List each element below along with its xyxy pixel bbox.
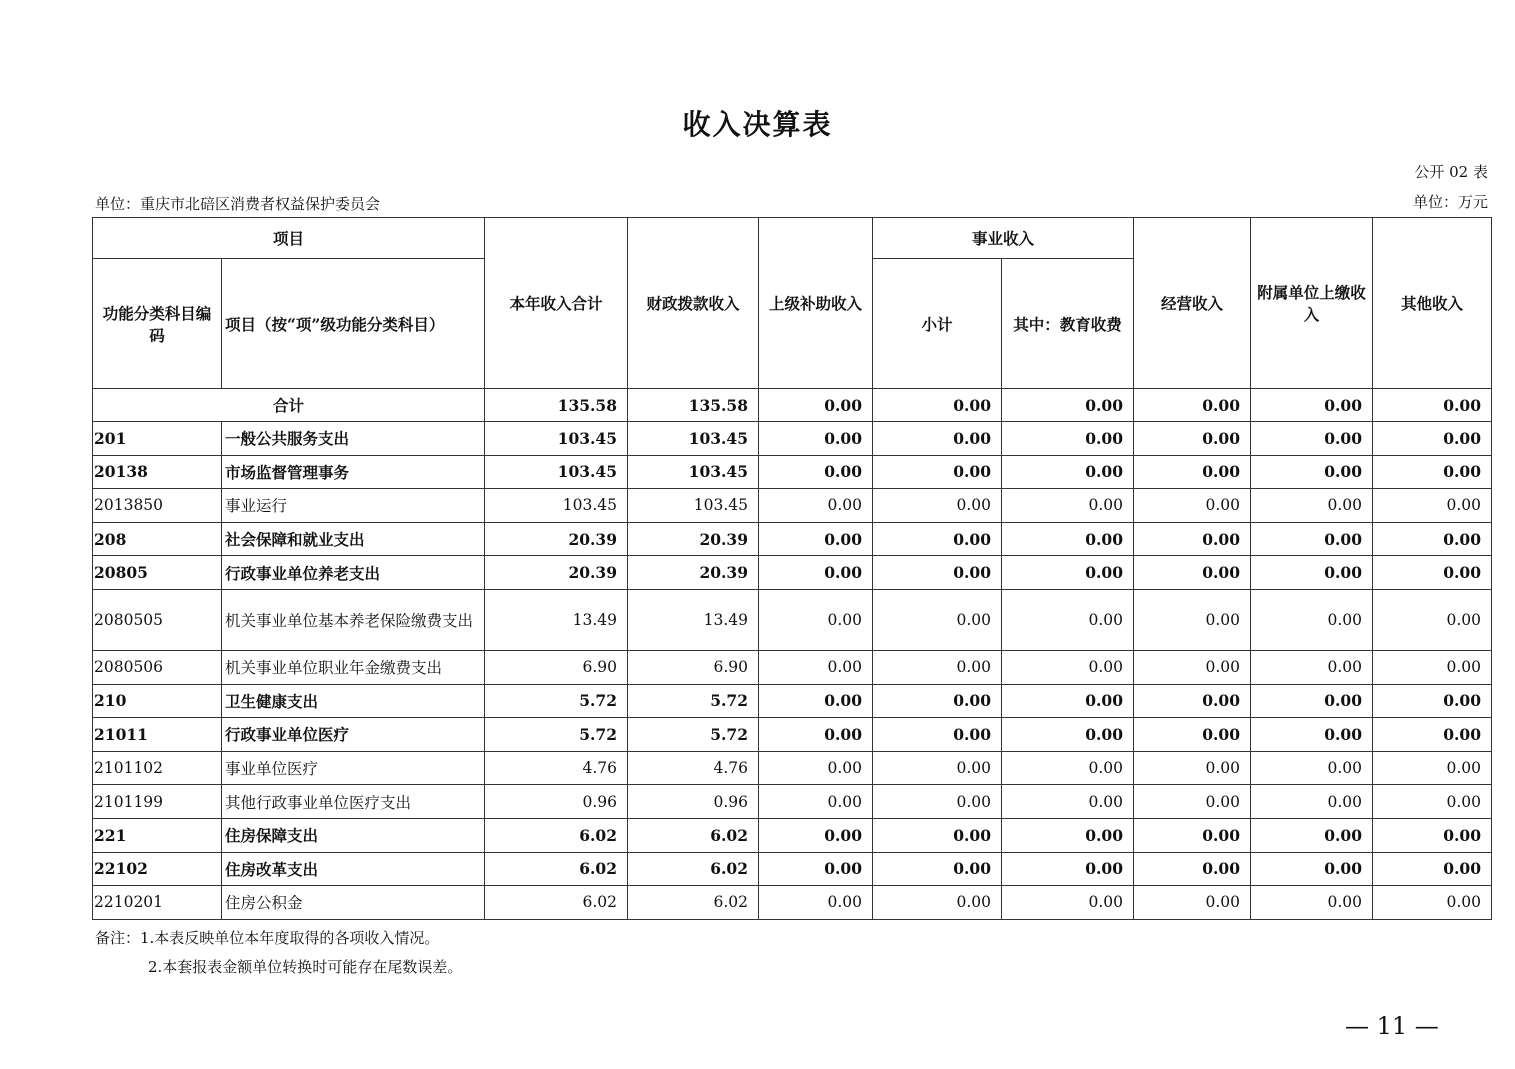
row-code: 2080506 (93, 650, 222, 684)
total-cell: 135.58 (628, 389, 759, 422)
row-code: 21011 (93, 718, 222, 752)
row-value: 0.00 (873, 818, 1002, 852)
header-other: 其他收入 (1373, 218, 1492, 389)
total-cell: 0.00 (1134, 389, 1251, 422)
note-1: 备注：1.本表反映单位本年度取得的各项收入情况。 (95, 929, 440, 947)
row-value: 13.49 (485, 589, 628, 650)
row-value: 0.00 (1373, 650, 1492, 684)
row-value: 0.00 (1002, 489, 1134, 523)
row-name: 住房公积金 (222, 886, 485, 920)
page-title: 收入决算表 (682, 108, 833, 141)
table-row (93, 489, 1492, 523)
row-value: 0.00 (1002, 751, 1134, 785)
row-value: 4.76 (485, 751, 628, 785)
row-code: 20138 (93, 455, 222, 489)
row-value: 6.02 (628, 852, 759, 886)
row-value: 0.00 (759, 422, 873, 456)
row-value: 0.00 (1251, 522, 1373, 556)
row-value: 6.90 (485, 650, 628, 684)
row-code: 2080505 (93, 589, 222, 650)
row-value: 0.00 (759, 522, 873, 556)
total-cell: 0.00 (759, 389, 873, 422)
row-value: 0.00 (759, 684, 873, 718)
row-value: 0.00 (1134, 785, 1251, 819)
row-code: 2101199 (93, 785, 222, 819)
table-row (93, 455, 1492, 489)
row-value: 0.00 (1134, 684, 1251, 718)
row-value: 0.00 (1251, 886, 1373, 920)
row-name: 市场监督管理事务 (222, 455, 485, 489)
row-value: 0.00 (1134, 852, 1251, 886)
table-row (93, 556, 1492, 590)
row-value: 20.39 (628, 556, 759, 590)
row-value: 0.00 (873, 556, 1002, 590)
row-value: 0.00 (873, 852, 1002, 886)
row-value: 0.00 (873, 751, 1002, 785)
row-value: 5.72 (485, 718, 628, 752)
table-row (93, 684, 1492, 718)
row-value: 0.00 (1373, 589, 1492, 650)
row-value: 0.00 (1251, 818, 1373, 852)
row-value: 0.00 (1251, 684, 1373, 718)
row-value: 0.00 (873, 650, 1002, 684)
row-value: 0.00 (873, 886, 1002, 920)
table-row (93, 886, 1492, 920)
row-code: 2101102 (93, 751, 222, 785)
row-value: 0.00 (1373, 455, 1492, 489)
row-value: 0.00 (759, 455, 873, 489)
row-value: 0.00 (1251, 422, 1373, 456)
row-value: 0.00 (1002, 589, 1134, 650)
row-value: 0.00 (1134, 589, 1251, 650)
row-value: 0.00 (1134, 556, 1251, 590)
row-value: 0.00 (759, 818, 873, 852)
row-value: 0.00 (1373, 556, 1492, 590)
table-row (93, 818, 1492, 852)
row-value: 0.00 (1002, 818, 1134, 852)
row-name: 一般公共服务支出 (222, 422, 485, 456)
row-name: 住房改革支出 (222, 852, 485, 886)
header-fiscal: 财政拨款收入 (628, 218, 759, 389)
table-row (93, 522, 1492, 556)
total-cell: 0.00 (1002, 389, 1134, 422)
row-value: 0.00 (1373, 684, 1492, 718)
header-code: 功能分类科目编码 (93, 259, 222, 389)
row-value: 0.00 (1002, 650, 1134, 684)
total-cell: 0.00 (1373, 389, 1492, 422)
row-value: 0.00 (759, 785, 873, 819)
row-value: 0.00 (873, 718, 1002, 752)
row-value: 0.00 (1134, 455, 1251, 489)
row-value: 0.00 (1002, 785, 1134, 819)
total-cell: 0.00 (873, 389, 1002, 422)
row-name: 事业单位医疗 (222, 751, 485, 785)
row-value: 0.00 (873, 785, 1002, 819)
header-edu: 其中：教育收费 (1002, 259, 1134, 389)
row-value: 0.00 (1251, 556, 1373, 590)
row-code: 2210201 (93, 886, 222, 920)
row-name: 住房保障支出 (222, 818, 485, 852)
row-value: 20.39 (485, 556, 628, 590)
row-value: 6.02 (628, 818, 759, 852)
row-code: 221 (93, 818, 222, 852)
row-value: 0.00 (1373, 522, 1492, 556)
total-label: 合计 (93, 389, 485, 422)
row-value: 0.00 (1134, 818, 1251, 852)
row-name: 其他行政事业单位医疗支出 (222, 785, 485, 819)
row-value: 6.02 (628, 886, 759, 920)
row-value: 0.00 (1251, 650, 1373, 684)
row-value: 0.00 (873, 589, 1002, 650)
row-value: 0.00 (873, 522, 1002, 556)
row-value: 0.00 (1251, 489, 1373, 523)
row-code: 20805 (93, 556, 222, 590)
row-value: 0.00 (1002, 684, 1134, 718)
row-value: 0.00 (873, 422, 1002, 456)
table-row (93, 785, 1492, 819)
row-value: 0.00 (1373, 818, 1492, 852)
row-value: 0.00 (1373, 718, 1492, 752)
total-cell: 135.58 (485, 389, 628, 422)
row-value: 13.49 (628, 589, 759, 650)
notes (95, 924, 462, 982)
row-value: 0.00 (1002, 556, 1134, 590)
header-business: 事业收入 (873, 218, 1134, 259)
row-value: 0.00 (1134, 751, 1251, 785)
row-value: 0.00 (1251, 785, 1373, 819)
row-value: 20.39 (485, 522, 628, 556)
row-value: 5.72 (628, 718, 759, 752)
page-number: — 11 — (1345, 1012, 1439, 1040)
row-value: 0.00 (1373, 852, 1492, 886)
total-row (93, 389, 1492, 422)
row-value: 0.00 (1134, 886, 1251, 920)
row-value: 103.45 (628, 422, 759, 456)
header-item: 项目（按“项”级功能分类科目） (222, 259, 485, 389)
row-value: 0.96 (485, 785, 628, 819)
row-value: 103.45 (485, 489, 628, 523)
row-value: 0.00 (1373, 751, 1492, 785)
row-value: 6.02 (485, 818, 628, 852)
row-name: 事业运行 (222, 489, 485, 523)
row-value: 0.00 (873, 684, 1002, 718)
row-name: 机关事业单位基本养老保险缴费支出 (222, 589, 485, 650)
header-affiliated: 附属单位上缴收入 (1251, 218, 1373, 389)
row-value: 0.00 (1002, 422, 1134, 456)
row-code: 22102 (93, 852, 222, 886)
total-cell: 0.00 (1251, 389, 1373, 422)
row-value: 0.00 (759, 718, 873, 752)
row-code: 2013850 (93, 489, 222, 523)
table-row (93, 852, 1492, 886)
header-subtotal: 小计 (873, 259, 1002, 389)
row-value: 0.00 (1251, 751, 1373, 785)
row-name: 卫生健康支出 (222, 684, 485, 718)
row-name: 社会保障和就业支出 (222, 522, 485, 556)
row-value: 0.00 (759, 489, 873, 523)
row-value: 103.45 (628, 489, 759, 523)
row-value: 0.00 (1373, 422, 1492, 456)
currency-unit: 单位：万元 (1412, 193, 1488, 211)
reporting-unit: 单位：重庆市北碚区消费者权益保护委员会 (95, 195, 381, 213)
row-value: 0.00 (1134, 422, 1251, 456)
header-project: 项目 (93, 218, 485, 259)
row-value: 0.00 (1002, 522, 1134, 556)
header-operating: 经营收入 (1134, 218, 1251, 389)
row-code: 201 (93, 422, 222, 456)
row-value: 0.00 (1134, 650, 1251, 684)
row-value: 0.00 (1373, 489, 1492, 523)
row-value: 0.00 (1002, 718, 1134, 752)
table-row (93, 751, 1492, 785)
table-row (93, 422, 1492, 456)
row-value: 0.00 (759, 751, 873, 785)
row-value: 5.72 (628, 684, 759, 718)
row-value: 5.72 (485, 684, 628, 718)
row-value: 0.00 (1002, 886, 1134, 920)
row-value: 103.45 (628, 455, 759, 489)
row-value: 0.00 (1134, 522, 1251, 556)
row-value: 0.00 (1134, 489, 1251, 523)
row-value: 6.02 (485, 852, 628, 886)
header-total: 本年收入合计 (485, 218, 628, 389)
row-value: 103.45 (485, 455, 628, 489)
table-row (93, 589, 1492, 650)
row-value: 0.00 (1251, 718, 1373, 752)
row-code: 208 (93, 522, 222, 556)
row-value: 6.02 (485, 886, 628, 920)
row-value: 0.00 (1002, 852, 1134, 886)
table-row (93, 718, 1492, 752)
row-value: 0.00 (759, 852, 873, 886)
row-value: 0.00 (759, 589, 873, 650)
row-value: 0.00 (1373, 886, 1492, 920)
form-number: 公开 02 表 (1414, 163, 1488, 181)
row-value: 0.00 (759, 556, 873, 590)
row-value: 6.90 (628, 650, 759, 684)
header-subsidy: 上级补助收入 (759, 218, 873, 389)
row-value: 0.00 (873, 489, 1002, 523)
row-value: 20.39 (628, 522, 759, 556)
row-value: 0.00 (1251, 852, 1373, 886)
row-value: 0.00 (759, 886, 873, 920)
note-2: 2.本套报表金额单位转换时可能存在尾数误差。 (148, 958, 463, 976)
row-value: 0.00 (873, 455, 1002, 489)
row-value: 0.00 (1373, 785, 1492, 819)
income-table (92, 217, 1492, 920)
row-value: 103.45 (485, 422, 628, 456)
row-code: 210 (93, 684, 222, 718)
row-value: 0.00 (1134, 718, 1251, 752)
row-value: 0.96 (628, 785, 759, 819)
row-value: 0.00 (759, 650, 873, 684)
row-name: 行政事业单位养老支出 (222, 556, 485, 590)
row-value: 4.76 (628, 751, 759, 785)
row-name: 行政事业单位医疗 (222, 718, 485, 752)
row-value: 0.00 (1251, 589, 1373, 650)
row-value: 0.00 (1002, 455, 1134, 489)
row-value: 0.00 (1251, 455, 1373, 489)
table-row (93, 650, 1492, 684)
row-name: 机关事业单位职业年金缴费支出 (222, 650, 485, 684)
